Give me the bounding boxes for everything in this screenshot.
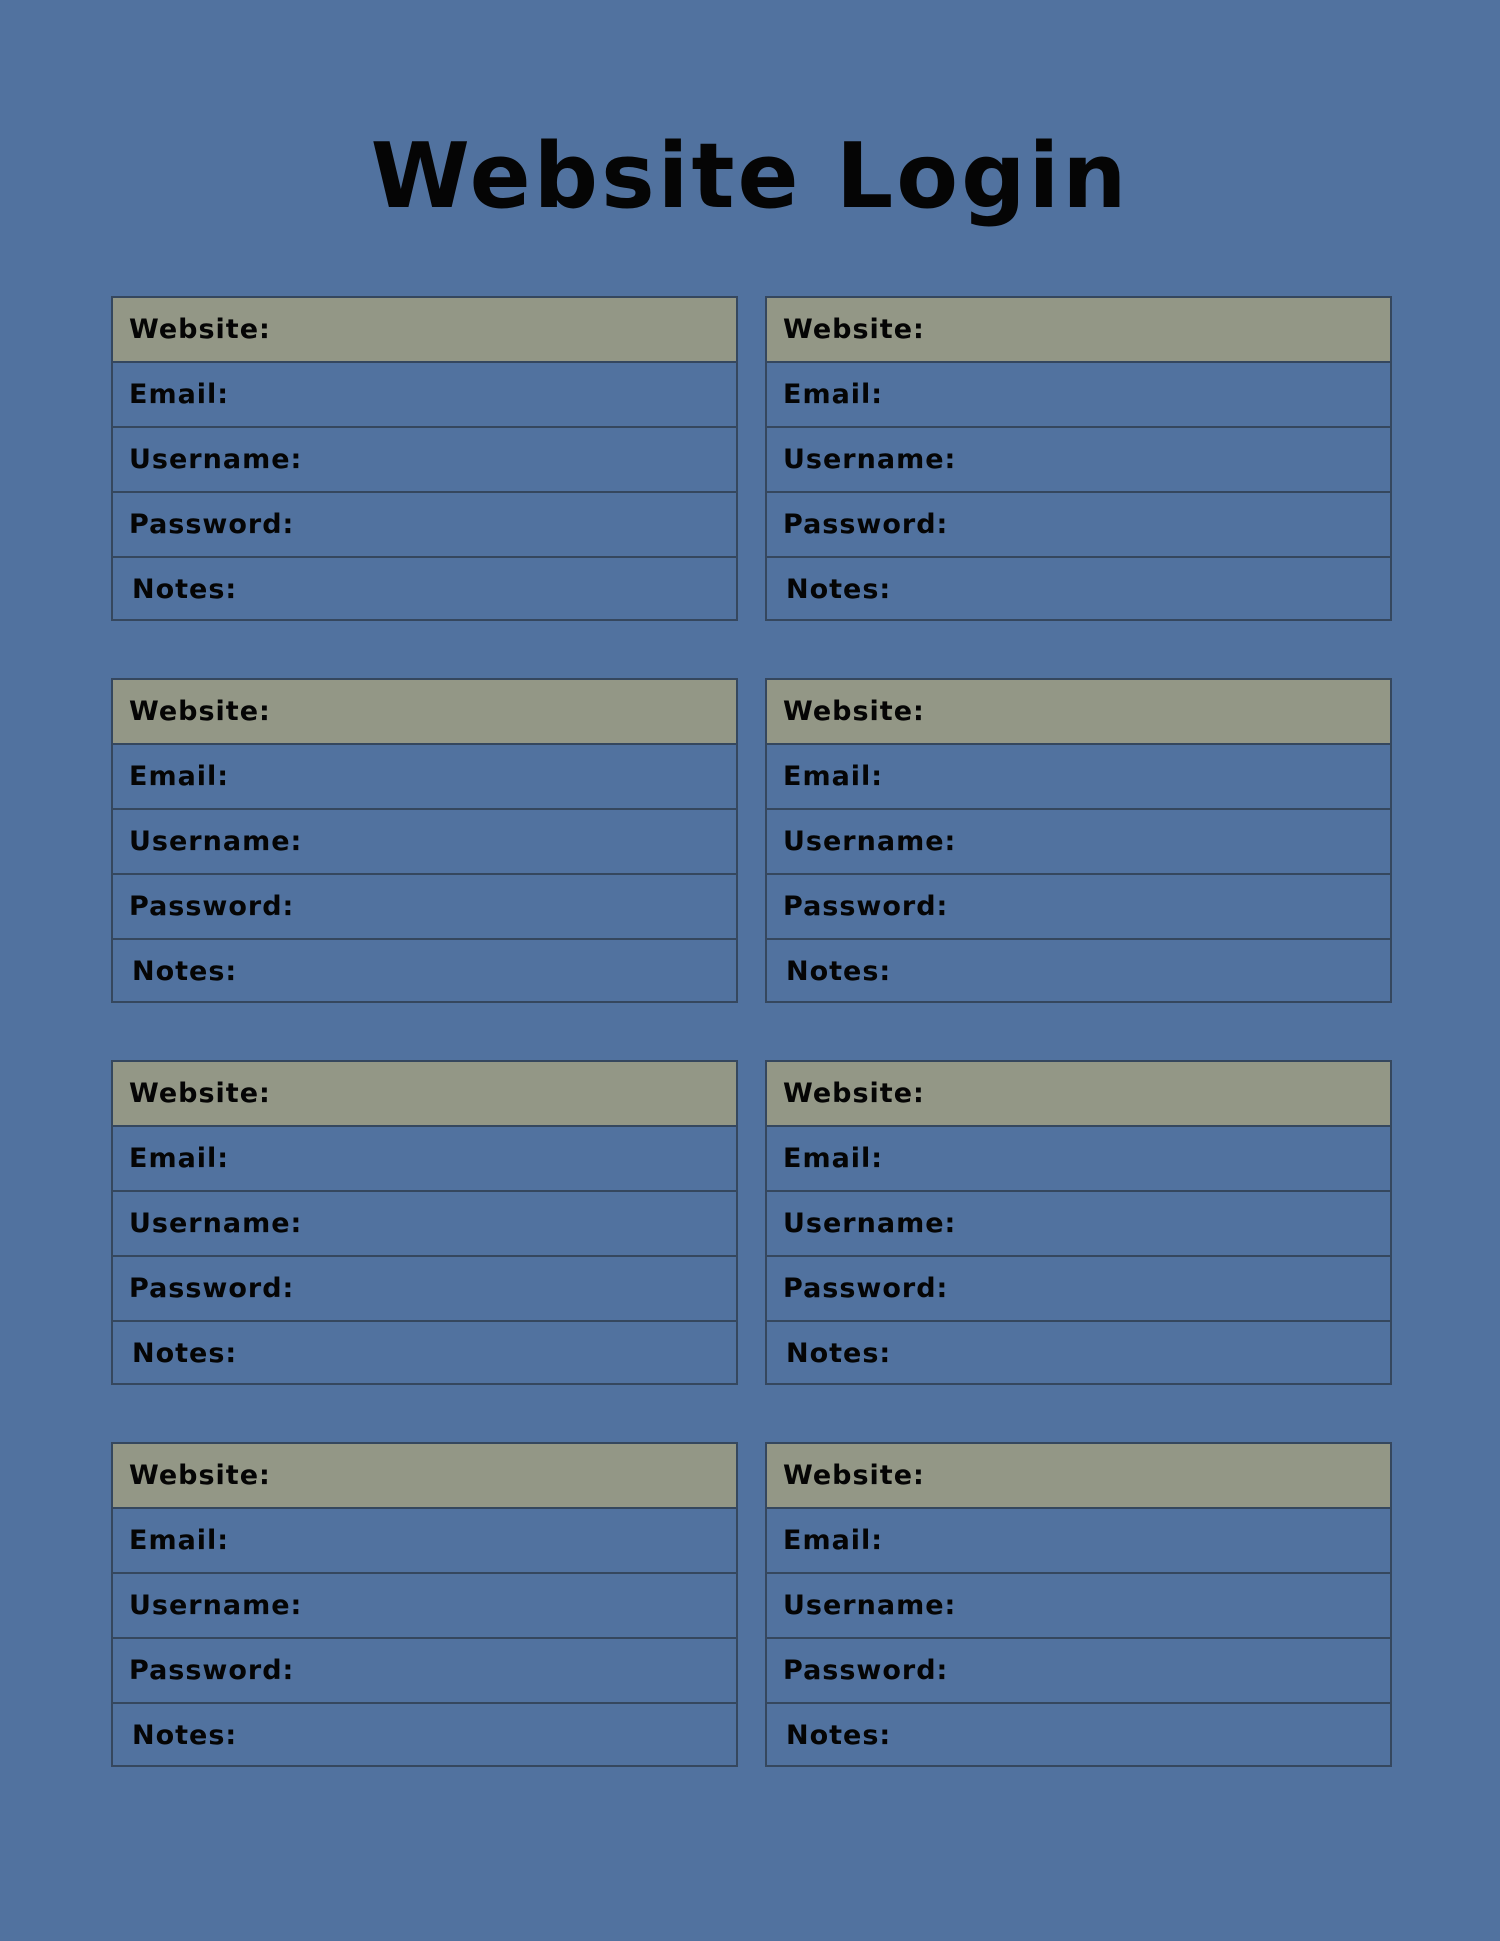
username-field[interactable]: Username:: [767, 1190, 1390, 1255]
login-card: [765, 678, 1392, 1003]
email-field[interactable]: Email:: [767, 1507, 1390, 1572]
notes-field[interactable]: Notes:: [113, 556, 736, 621]
email-field[interactable]: Email:: [113, 1125, 736, 1190]
password-field[interactable]: Password:: [113, 1637, 736, 1702]
email-field[interactable]: Email:: [767, 743, 1390, 808]
email-field[interactable]: Email:: [113, 743, 736, 808]
login-card: [111, 296, 738, 621]
username-field[interactable]: Username:: [113, 426, 736, 491]
website-field[interactable]: Website:: [113, 1444, 736, 1507]
website-field[interactable]: Website:: [767, 1062, 1390, 1125]
password-field[interactable]: Password:: [767, 1255, 1390, 1320]
password-field[interactable]: Password:: [113, 873, 736, 938]
login-card: [111, 678, 738, 1003]
email-field[interactable]: Email:: [767, 361, 1390, 426]
website-field[interactable]: Website:: [113, 298, 736, 361]
login-card: [765, 1060, 1392, 1385]
notes-field[interactable]: Notes:: [767, 1702, 1390, 1767]
username-field[interactable]: Username:: [113, 1190, 736, 1255]
website-field[interactable]: Website:: [767, 680, 1390, 743]
password-field[interactable]: Password:: [767, 1637, 1390, 1702]
notes-field[interactable]: Notes:: [113, 1320, 736, 1385]
email-field[interactable]: Email:: [113, 361, 736, 426]
password-field[interactable]: Password:: [113, 1255, 736, 1320]
password-field[interactable]: Password:: [767, 873, 1390, 938]
username-field[interactable]: Username:: [767, 808, 1390, 873]
website-field[interactable]: Website:: [113, 680, 736, 743]
notes-field[interactable]: Notes:: [113, 1702, 736, 1767]
login-card: [111, 1060, 738, 1385]
login-card: [765, 1442, 1392, 1767]
username-field[interactable]: Username:: [767, 1572, 1390, 1637]
website-field[interactable]: Website:: [767, 1444, 1390, 1507]
username-field[interactable]: Username:: [767, 426, 1390, 491]
password-field[interactable]: Password:: [767, 491, 1390, 556]
notes-field[interactable]: Notes:: [767, 556, 1390, 621]
username-field[interactable]: Username:: [113, 808, 736, 873]
notes-field[interactable]: Notes:: [767, 1320, 1390, 1385]
login-card: [765, 296, 1392, 621]
username-field[interactable]: Username:: [113, 1572, 736, 1637]
page-title: Website Login: [370, 124, 1130, 229]
email-field[interactable]: Email:: [767, 1125, 1390, 1190]
website-field[interactable]: Website:: [767, 298, 1390, 361]
login-card: [111, 1442, 738, 1767]
login-cards-grid: [111, 296, 1392, 1767]
notes-field[interactable]: Notes:: [767, 938, 1390, 1003]
website-field[interactable]: Website:: [113, 1062, 736, 1125]
notes-field[interactable]: Notes:: [113, 938, 736, 1003]
email-field[interactable]: Email:: [113, 1507, 736, 1572]
password-field[interactable]: Password:: [113, 491, 736, 556]
